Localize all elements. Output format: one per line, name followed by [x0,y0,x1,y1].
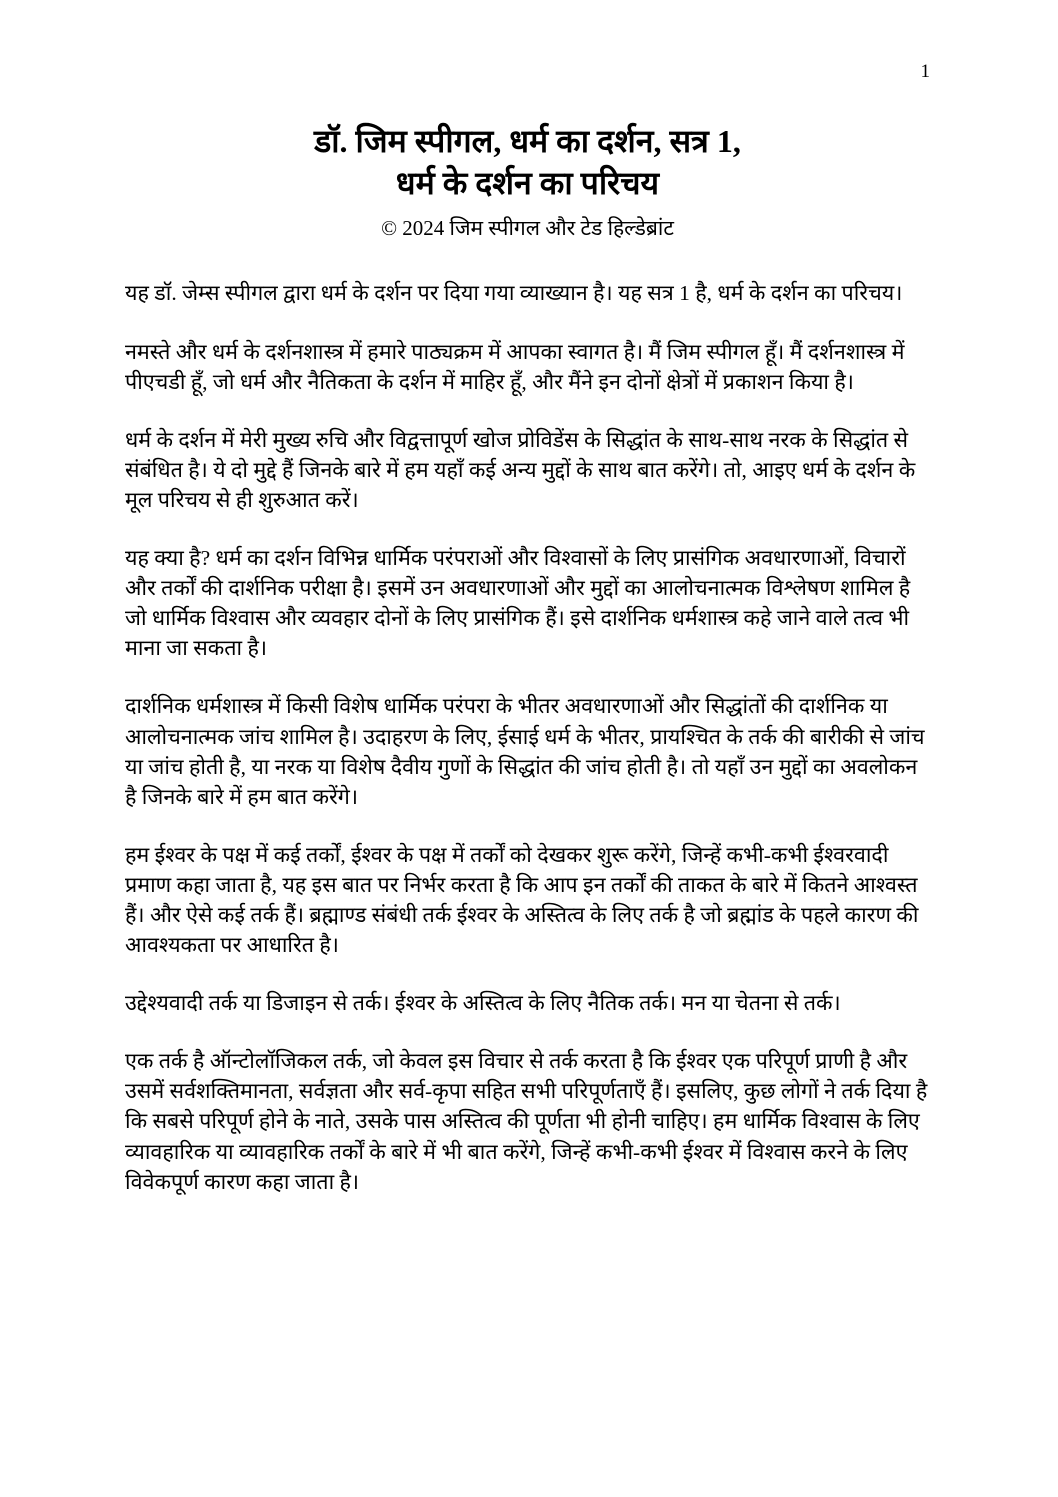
paragraph-7: उद्देश्यवादी तर्क या डिजाइन से तर्क। ईश्वर के अस्तित्व के लिए नैतिक तर्क। मन या चेतना से तर्क। [125,991,841,1016]
paragraph-4: यह क्या है? धर्म का दर्शन विभिन्न धार्मिक परंपराओं और विश्वासों के लिए प्रासंगिक अवधारणाओं, विचारों और तर्कों की दार्शनिक परीक्षा है। इसमें उन अवधारणाओं और मुद्दों का आलोचनात्मक विश्लेषण शामिल है जो धार्मिक विश्वास और व्यवहार दोनों के लिए प्रासंगिक हैं। इसे दार्शनिक धर्मशास्त्र कहे जाने वाले तत्व भी माना जा सकता है। [125,546,911,661]
document-body [125,278,930,1196]
paragraph-6: हम ईश्वर के पक्ष में कई तर्कों, ईश्वर के पक्ष में तर्कों को देखकर शुरू करेंगे, जिन्हें कभी-कभी ईश्वरवादी प्रमाण कहा जाता है, यह इस बात पर निर्भर करता है कि आप इन तर्कों की ताकत के बारे में कितने आश्वस्त हैं। और ऐसे कई तर्क हैं। ब्रह्माण्ड संबंधी तर्क ईश्वर के अस्तित्व के लिए तर्क है जो ब्रह्मांड के पहले कारण की आवश्यकता पर आधारित है। [125,842,919,958]
page-number: 1 [920,61,930,82]
paragraph-5: दार्शनिक धर्मशास्त्र में किसी विशेष धार्मिक परंपरा के भीतर अवधारणाओं और सिद्धांतों की दार्शनिक या आलोचनात्मक जांच शामिल है। उदाहरण के लिए, ईसाई धर्म के भीतर, प्रायश्चित के तर्क की बारीकी से जांच या जांच होती है, या नरक या विशेष दैवीय गुणों के सिद्धांत की जांच होती है। तो यहाँ उन मुद्दों का अवलोकन है जिनके बारे में हम बात करेंगे। [125,694,925,809]
copyright-line: © 2024 जिम स्पीगल और टेड हिल्डेब्रांट [381,216,674,241]
paragraph-2: नमस्ते और धर्म के दर्शनशास्त्र में हमारे पाठ्यक्रम में आपका स्वागत है। मैं जिम स्पीगल हूँ। मैं दर्शनशास्त्र में पीएचडी हूँ, जो धर्म और नैतिकता के दर्शन में माहिर हूँ, और मैंने इन दोनों क्षेत्रों में प्रकाशन किया है। [125,339,905,394]
title-line-2: धर्म के दर्शन का परिचय [395,165,660,202]
paragraph-1: यह डॉ. जेम्स स्पीगल द्वारा धर्म के दर्शन पर दिया गया व्याख्यान है। यह सत्र 1 है, धर्म के दर्शन का परिचय। [125,281,903,306]
paragraph-8: एक तर्क है ऑन्टोलॉजिकल तर्क, जो केवल इस विचार से तर्क करता है कि ईश्वर एक परिपूर्ण प्राणी है और उसमें सर्वशक्तिमानता, सर्वज्ञता और सर्व-कृपा सहित सभी परिपूर्णताएँ हैं। इसलिए, कुछ लोगों ने तर्क दिया है कि सबसे परिपूर्ण होने के नाते, उसके पास अस्तित्व की पूर्णता भी होनी चाहिए। हम धार्मिक विश्वास के लिए व्यावहारिक या व्यावहारिक तर्कों के बारे में भी बात करेंगे, जिन्हें कभी-कभी ईश्वर में विश्वास करने के लिए विवेकपूर्ण कारण कहा जाता है। [125,1049,928,1194]
paragraph-3: धर्म के दर्शन में मेरी मुख्य रुचि और विद्वत्तापूर्ण खोज प्रोविडेंस के सिद्धांत के साथ-साथ नरक के सिद्धांत से संबंधित है। ये दो मुद्दे हैं जिनके बारे में हम यहाँ कई अन्य मुद्दों के साथ बात करेंगे। तो, आइए धर्म के दर्शन के मूल परिचय से ही शुरुआत करें। [125,427,916,512]
title-line-1: डॉ. जिम स्पीगल, धर्म का दर्शन, सत्र 1, [314,123,741,159]
document-title [125,120,930,204]
